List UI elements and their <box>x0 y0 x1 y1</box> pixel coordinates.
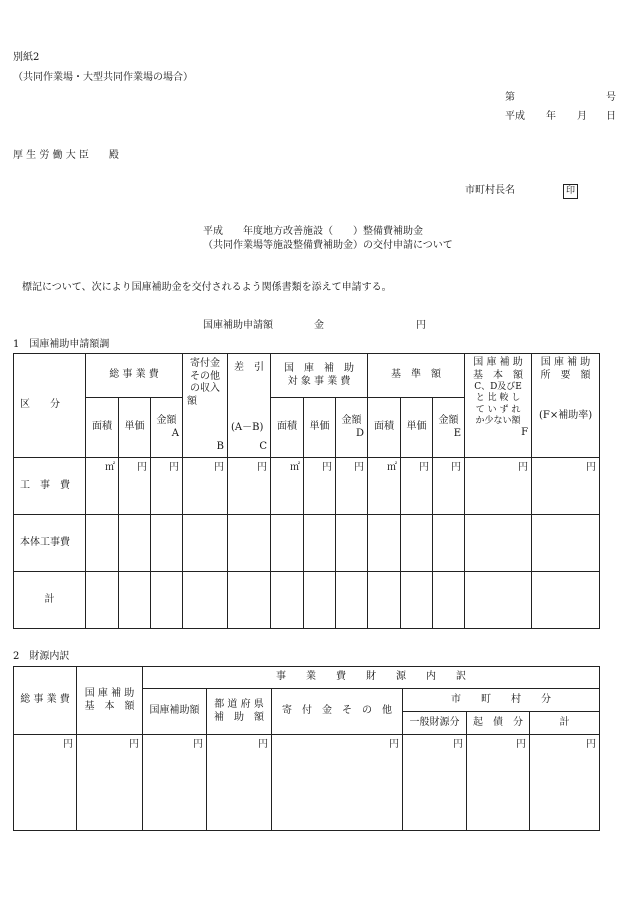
unit-yen: 円 <box>304 458 336 515</box>
header-required: 国 庫 補 助 所 要 額 (F×補助率) <box>532 354 600 458</box>
unit-yen: 円 <box>467 735 530 831</box>
unit-yen: 円 <box>530 735 600 831</box>
unit-yen: 円 <box>143 735 207 831</box>
section1-title: 1 国庫補助申請額調 <box>13 339 110 350</box>
header-amount-a: 金額 A <box>151 398 183 458</box>
header-kubun: 区 分 <box>14 354 86 458</box>
unit-yen: 円 <box>532 458 600 515</box>
header-donation: 寄付金 その他 の収入 額 B <box>183 354 228 458</box>
row-label-total: 計 <box>14 572 86 629</box>
header-subsidy-target: 国 庫 補 助 対 象 事 業 費 <box>271 354 368 398</box>
date-month: 月 <box>577 111 587 122</box>
unit-yen: 円 <box>151 458 183 515</box>
header-prefecture: 都 道 府 県 補 助 額 <box>207 689 272 735</box>
unit-yen: 円 <box>433 458 465 515</box>
table-row <box>14 572 600 629</box>
unit-yen: 円 <box>272 735 403 831</box>
date-year: 年 <box>546 111 556 122</box>
funding-breakdown-table <box>13 666 600 831</box>
header-subsidy-base: 国 庫 補 助 基 本 額 C、D及びE と 比 較 し て い ず れ か少ない額 F <box>465 354 532 458</box>
unit-sqm: ㎡ <box>86 458 119 515</box>
header-general: 一般財源分 <box>403 712 467 735</box>
unit-yen: 円 <box>77 735 143 831</box>
application-yen: 円 <box>416 320 426 331</box>
header-diff: 差 引 (A－B) C <box>228 354 271 458</box>
header-unit-price-a: 単価 <box>119 398 151 458</box>
header-area-d: 面積 <box>271 398 304 458</box>
row-label-construction: 工 事 費 <box>14 458 86 515</box>
unit-yen: 円 <box>228 458 271 515</box>
application-amount-label: 国庫補助申請額 <box>203 320 273 331</box>
unit-yen: 円 <box>401 458 433 515</box>
header-sum: 計 <box>530 712 600 735</box>
table-row <box>14 458 600 515</box>
date-day: 日 <box>606 111 616 122</box>
title-line2: （共同作業場等施設整備費補助金）の交付申請について <box>203 240 453 251</box>
attachment-label: 別紙2 <box>13 52 40 63</box>
header-unit-price-d: 単価 <box>304 398 336 458</box>
table-row <box>14 515 600 572</box>
header-area-e: 面積 <box>368 398 401 458</box>
number-go: 号 <box>606 92 616 103</box>
table-row <box>14 735 600 831</box>
header-national: 国庫補助額 <box>143 689 207 735</box>
header-unit-price-e: 単価 <box>401 398 433 458</box>
application-kin: 金 <box>314 320 324 331</box>
number-dai: 第 <box>505 92 515 103</box>
unit-yen: 円 <box>336 458 368 515</box>
unit-sqm: ㎡ <box>271 458 304 515</box>
unit-yen: 円 <box>119 458 151 515</box>
body-text: 標記について、次により国庫補助金を交付されるよう関係書類を添えて申請する。 <box>22 282 392 293</box>
row-label-main-construction: 本体工事費 <box>14 515 86 572</box>
header-municipal: 市 町 村 分 <box>403 689 600 712</box>
subsidy-application-table <box>13 353 600 629</box>
section2-title: 2 財源内訳 <box>13 651 70 662</box>
date-era: 平成 <box>505 111 525 122</box>
header-bond: 起 債 分 <box>467 712 530 735</box>
header-amount-e: 金額 E <box>433 398 465 458</box>
unit-yen: 円 <box>403 735 467 831</box>
header-subsidy-base2: 国 庫 補 助 基 本 額 <box>77 667 143 735</box>
header-total-cost2: 総 事 業 費 <box>14 667 77 735</box>
case-note: （共同作業場・大型共同作業場の場合） <box>13 72 193 83</box>
addressee: 厚 生 労 働 大 臣 殿 <box>13 150 119 161</box>
mayor-name-label: 市町村長名 <box>465 185 515 196</box>
unit-yen: 円 <box>14 735 77 831</box>
unit-yen: 円 <box>207 735 272 831</box>
unit-yen: 円 <box>465 458 532 515</box>
unit-yen: 円 <box>183 458 228 515</box>
header-amount-d: 金額 D <box>336 398 368 458</box>
header-breakdown: 事 業 費 財 源 内 訳 <box>143 667 600 689</box>
header-donation-other: 寄 付 金 そ の 他 <box>272 689 403 735</box>
header-standard: 基 準 額 <box>368 354 465 398</box>
header-area-a: 面積 <box>86 398 119 458</box>
title-line1: 平成 年度地方改善施設（ ）整備費補助金 <box>203 226 423 237</box>
seal-stamp: 印 <box>563 184 578 199</box>
unit-sqm: ㎡ <box>368 458 401 515</box>
header-total-cost: 総 事 業 費 <box>86 354 183 398</box>
